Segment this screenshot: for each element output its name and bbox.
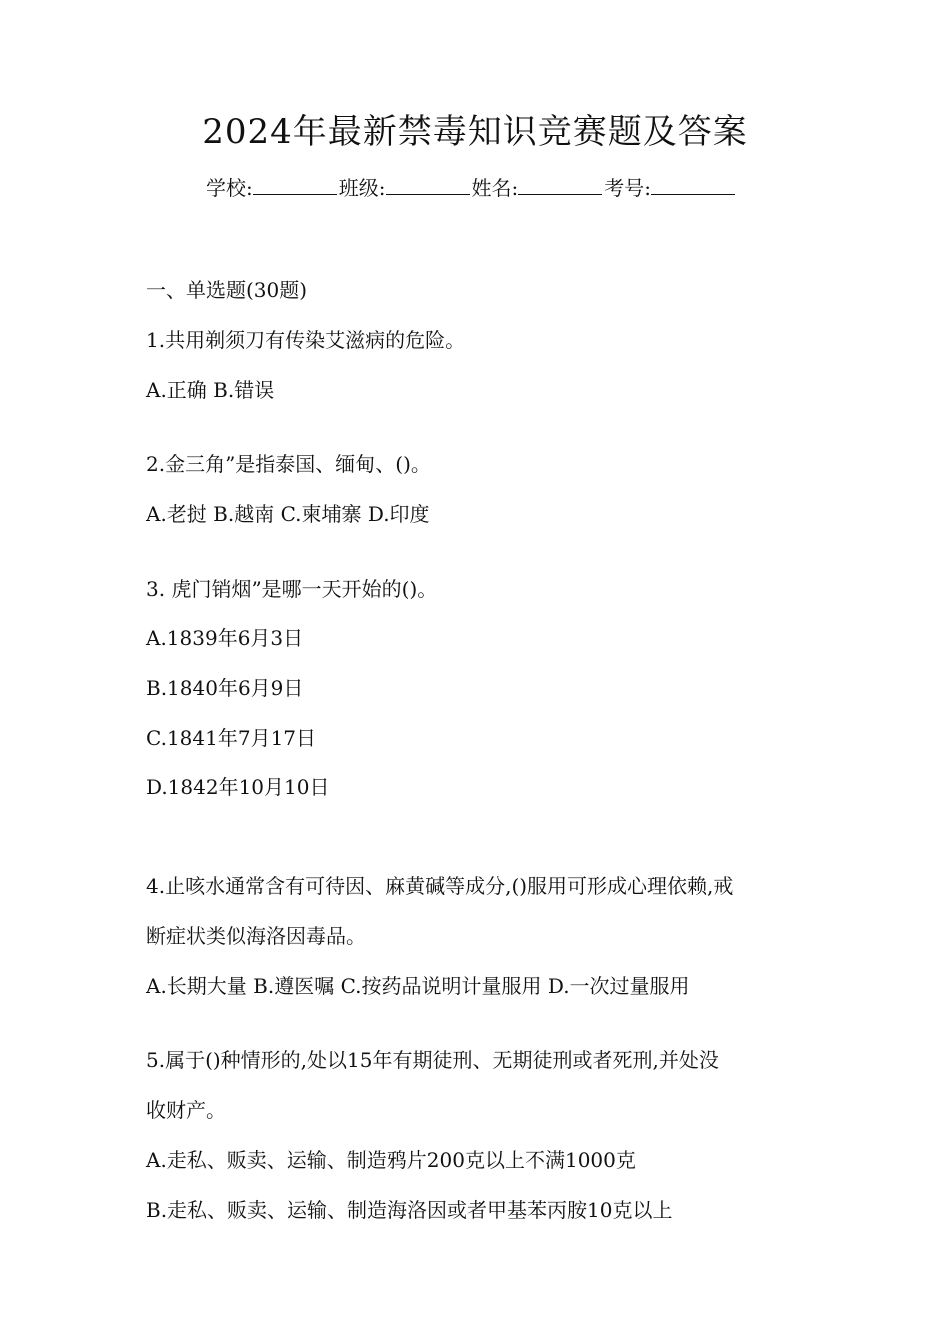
question-4-options: A.长期大量 B.遵医嘱 C.按药品说明计量服用 D.一次过量服用 bbox=[146, 974, 690, 998]
question-5-stem-line-2: 收财产。 bbox=[146, 1098, 226, 1122]
school-label: 学校: bbox=[206, 176, 253, 200]
question-2-options: A.老挝 B.越南 C.柬埔寨 D.印度 bbox=[146, 502, 430, 526]
section-heading: 一、单选题(30题) bbox=[146, 278, 308, 302]
question-3-option-b: B.1840年6月9日 bbox=[146, 676, 304, 700]
name-blank bbox=[518, 174, 602, 195]
question-3-option-d: D.1842年10月10日 bbox=[146, 775, 330, 799]
question-1-stem: 1.共用剃须刀有传染艾滋病的危险。 bbox=[146, 328, 466, 352]
exam-no-label: 考号: bbox=[604, 176, 651, 200]
question-4-stem-line-1: 4.止咳水通常含有可待因、麻黄碱等成分,()服用可形成心理依赖,戒 bbox=[146, 874, 734, 898]
question-2-stem: 2.金三角”是指泰国、缅甸、()。 bbox=[146, 452, 431, 476]
student-info-line bbox=[206, 172, 737, 201]
question-3-option-a: A.1839年6月3日 bbox=[146, 626, 304, 650]
question-5-option-a: A.走私、贩卖、运输、制造鸦片200克以上不满1000克 bbox=[146, 1148, 636, 1172]
question-5-stem-line-1: 5.属于()种情形的,处以15年有期徒刑、无期徒刑或者死刑,并处没 bbox=[146, 1048, 719, 1072]
question-4-stem-line-2: 断症状类似海洛因毒品。 bbox=[146, 924, 366, 948]
class-label: 班级: bbox=[338, 176, 386, 200]
school-blank bbox=[253, 174, 337, 195]
document-title: 2024年最新禁毒知识竞赛题及答案 bbox=[202, 112, 748, 152]
question-3-stem: 3. 虎门销烟”是哪一天开始的()。 bbox=[146, 577, 438, 601]
question-5-option-b: B.走私、贩卖、运输、制造海洛因或者甲基苯丙胺10克以上 bbox=[146, 1198, 673, 1222]
question-1-options: A.正确 B.错误 bbox=[146, 378, 275, 402]
exam-no-blank bbox=[651, 174, 735, 195]
class-blank bbox=[386, 174, 470, 195]
name-label: 姓名: bbox=[471, 176, 519, 200]
question-3-option-c: C.1841年7月17日 bbox=[146, 726, 317, 750]
